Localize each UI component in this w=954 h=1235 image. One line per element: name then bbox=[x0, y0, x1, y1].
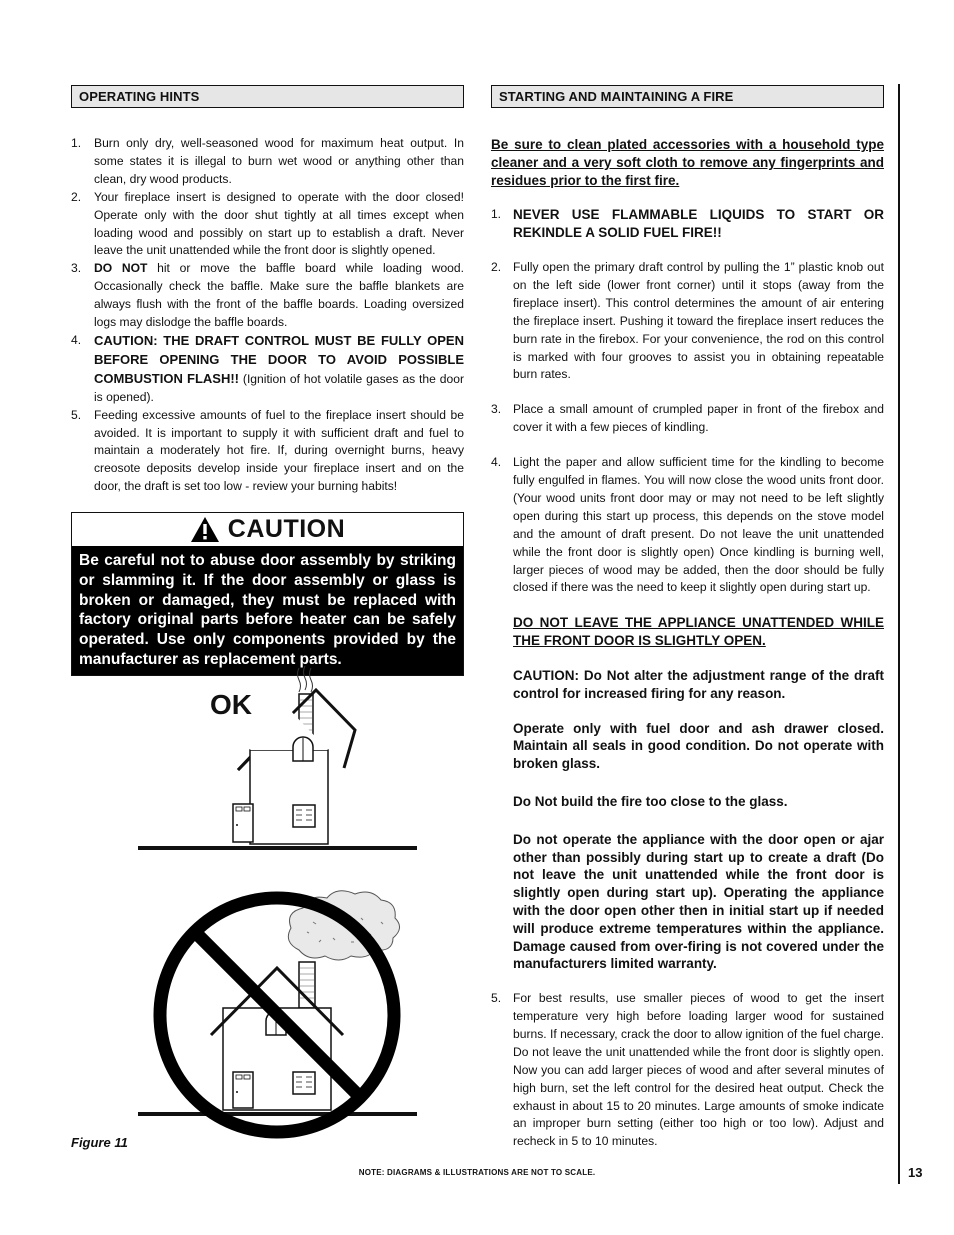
caution-title: CAUTION bbox=[72, 513, 463, 546]
list-item: 1. NEVER USE FLAMMABLE LIQUIDS TO START OR REKINDLE A SOLID FUEL FIRE!! bbox=[491, 207, 884, 241]
left-column bbox=[71, 85, 464, 676]
figure-caption: Figure 11 bbox=[71, 1135, 128, 1150]
list-item: 4. CAUTION: THE DRAFT CONTROL MUST BE FULLY OPEN BEFORE OPENING THE DOOR TO AVOID POSSIBLE COMBUSTION FLASH!! (Ignition of hot volatile gases as the door is opened). bbox=[71, 332, 464, 404]
ok-label: OK bbox=[210, 689, 252, 720]
operating-hints-header: OPERATING HINTS bbox=[71, 85, 464, 108]
figure-11 bbox=[71, 660, 464, 1160]
page-vertical-rule bbox=[898, 84, 900, 1184]
page-number: 13 bbox=[908, 1165, 923, 1180]
operating-hints-list bbox=[71, 135, 464, 496]
house-ok-illustration bbox=[71, 660, 464, 860]
list-item: 1. Burn only dry, well-seasoned wood for maximum heat output. In some states it is illegal to burn wet wood or anything other than clean, dry wood products. bbox=[71, 136, 464, 186]
footer-note: NOTE: DIAGRAMS & ILLUSTRATIONS ARE NOT TO SCALE. bbox=[358, 1168, 596, 1177]
list-item: 5. For best results, use smaller pieces of wood to get the insert temperature very high before loading larger wood for sustained burns. If necessary, crack the door to allow ignition of the fuel charge. Do not leave the unit unattended while the front door is slightly open. Now you can add larger pieces of wood and after several minutes of high burn, set the left control for the desired heat output. Check the exhaust in about 15 to 20 minutes. Large amounts of smoke indicate an improper burn setting (either too high or too low). Adjust and recheck in 5 to 10 minutes. bbox=[491, 991, 884, 1149]
warning-door-open: Do not operate the appliance with the door open or ajar other than possibly during start up to create a draft (Do not leave the unit unattended while the front door is slightly open during start up). Operating the appliance with the door open other then in initial start up if needed will produce extreme temperatures within the appliance. Damage caused from over-firing is not covered under the manufacturers limited warranty. bbox=[513, 831, 884, 972]
list-item: 3. Place a small amount of crumpled paper in front of the firebox and cover it with a few pieces of kindling. bbox=[491, 402, 884, 435]
intro-warning: Be sure to clean plated accessories with a household type cleaner and a very soft cloth to remove any fingerprints and residues prior to the first fire. bbox=[491, 137, 884, 188]
caution-box bbox=[71, 512, 464, 676]
warning-glass: Do Not build the fire too close to the glass. bbox=[513, 793, 788, 809]
warning-seals: Operate only with fuel door and ash drawer closed. Maintain all seals in good condition. Do not operate with broken glass. bbox=[513, 720, 884, 772]
caution-text: Be careful not to abuse door assembly by striking or slamming it. If the door assembly or glass is broken or damaged, they must be replaced with factory original parts before heater can be safely operated. Use only components provided by the manufacturer as replacement parts. bbox=[72, 546, 463, 675]
list-item: 2. Your fireplace insert is designed to operate with the door closed! Operate only with the door shut tightly at all times except when loading wood and possibly on start up to establish a draft. Never leave the unit unattended while the front door is slightly opened. bbox=[71, 189, 464, 258]
list-item: 3. DO NOT hit or move the baffle board while loading wood. Occasionally check the baffle. Make sure the baffle blankets are always flush with the front of the baffle boards. Loading oversized logs may dislodge the baffle boards. bbox=[71, 261, 464, 330]
warning-unattended: DO NOT LEAVE THE APPLIANCE UNATTENDED WHILE THE FRONT DOOR IS SLIGHTLY OPEN. bbox=[513, 615, 884, 649]
starting-fire-header: STARTING AND MAINTAINING A FIRE bbox=[491, 85, 884, 108]
list-item: 2. Fully open the primary draft control by pulling the 1” plastic knob out on the left side (lower front corner) until it stops (away from the fireplace insert). This control determines the amount of air entering the fireplace insert. Pushing it toward the fireplace insert reduces the burn rate in the firebox. For your convenience, the rod on this control is marked with four grooves to assist you in obtaining repeatable burn rates. bbox=[491, 259, 884, 382]
list-item: 5. Feeding excessive amounts of fuel to the fireplace insert should be avoided. It is important to supply it with sufficient draft and fuel to maintain a moderately hot fire. If, during overnight burns, heavy creosote deposits develop inside your fireplace insert and on the door, the draft is set too low - review your burning habits! bbox=[71, 407, 464, 494]
list-item: 4. Light the paper and allow sufficient time for the kindling to become fully engulfed in flames. You will now close the wood units front door. (Your wood units front door may or may not need to be left slightly open during this start up process, this depends on the stove model and the amount of draft present. Do not leave the unit unattended while the front door is slightly open) Once kindling is burning well, larger pieces of wood may be added, then the door should be fully closed if there was the need to keep it slightly open during start up. bbox=[491, 455, 884, 595]
right-column bbox=[491, 85, 884, 1151]
warning-triangle-icon bbox=[190, 516, 220, 543]
warning-draft-range: CAUTION: Do Not alter the adjustment range of the draft control for increased firing for any reason. bbox=[513, 667, 884, 701]
house-no-illustration bbox=[71, 860, 464, 1140]
